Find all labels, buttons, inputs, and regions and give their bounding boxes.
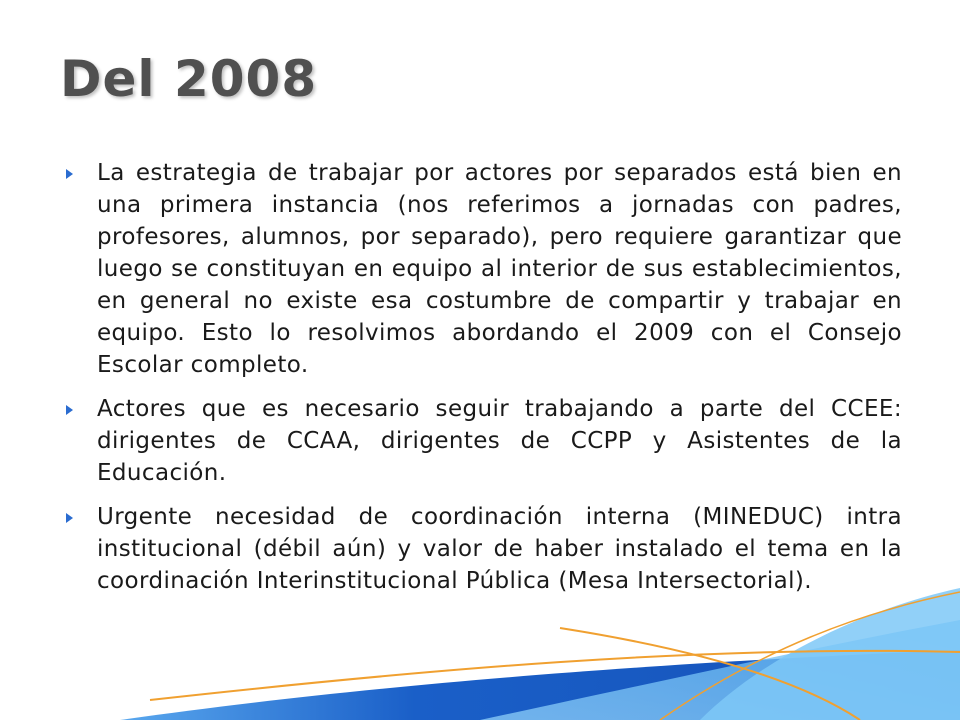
bullet-text: Actores que es necesario seguir trabajando a parte del CCEE: dirigentes de CCAA, dirigentes de CCPP y Asistentes de la Educación. [97,396,902,486]
bullet-text: Urgente necesidad de coordinación interna (MINEDUC) intra institucional (débil aún) y valor de haber instalado el tema en la coordinación Interinstitucional Pública (Mesa Intersectorial). [97,504,902,594]
bullet-text: La estrategia de trabajar por actores por separados está bien en una primera instancia (nos referimos a jornadas con padres, profesores, alumnos, por separado), pero requiere garantizar que luego se constituyan en equipo al interior de sus establecimientos, en general no existe esa costumbre de compartir y trabajar en equipo. Esto lo resolvimos abordando el 2009 con el Consejo Escolar completo. [97,160,902,378]
slide-title: Del 2008 [60,50,318,108]
